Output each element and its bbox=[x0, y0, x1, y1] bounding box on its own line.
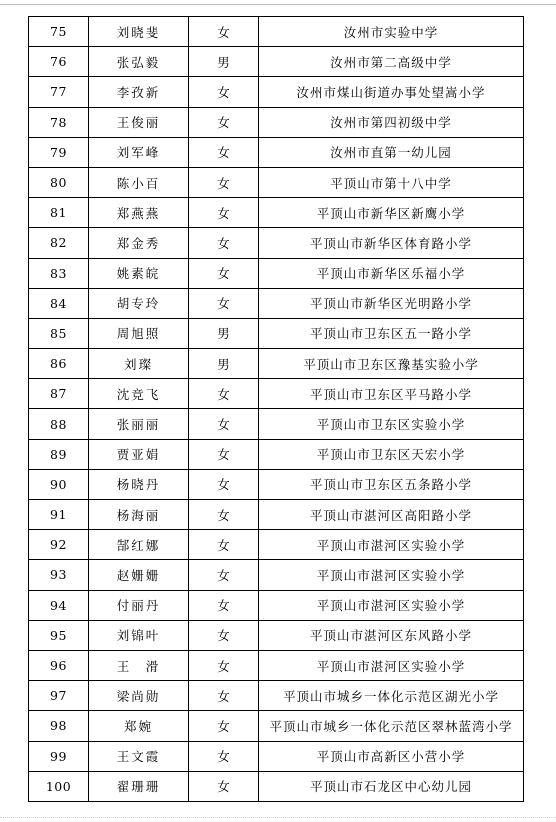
gender-cell: 女 bbox=[189, 77, 259, 107]
name-cell: 李孜新 bbox=[89, 77, 189, 107]
name-cell: 王 滑 bbox=[89, 650, 189, 680]
row-number-cell: 95 bbox=[29, 620, 89, 650]
gender-cell: 女 bbox=[189, 107, 259, 137]
row-number-cell: 100 bbox=[29, 771, 89, 801]
gender-cell: 女 bbox=[189, 409, 259, 439]
name-cell: 付丽丹 bbox=[89, 590, 189, 620]
table-row bbox=[29, 198, 524, 228]
row-number-cell: 80 bbox=[29, 167, 89, 197]
unit-cell: 平顶山市卫东区平马路小学 bbox=[259, 379, 524, 409]
unit-cell: 平顶山市新华区新鹰小学 bbox=[259, 198, 524, 228]
gender-cell: 女 bbox=[189, 711, 259, 741]
row-number-cell: 82 bbox=[29, 228, 89, 258]
name-cell: 姚素皖 bbox=[89, 258, 189, 288]
gender-cell: 女 bbox=[189, 771, 259, 801]
gender-cell: 女 bbox=[189, 258, 259, 288]
unit-cell: 汝州市第四初级中学 bbox=[259, 107, 524, 137]
gender-cell: 男 bbox=[189, 349, 259, 379]
name-cell: 郑婉 bbox=[89, 711, 189, 741]
unit-cell: 平顶山市新华区光明路小学 bbox=[259, 288, 524, 318]
name-cell: 陈小百 bbox=[89, 167, 189, 197]
table-row bbox=[29, 590, 524, 620]
table-row bbox=[29, 258, 524, 288]
gender-cell: 女 bbox=[189, 469, 259, 499]
table-row bbox=[29, 530, 524, 560]
unit-cell: 平顶山市新华区体育路小学 bbox=[259, 228, 524, 258]
table-row bbox=[29, 228, 524, 258]
table-row bbox=[29, 681, 524, 711]
row-number-cell: 75 bbox=[29, 17, 89, 47]
unit-cell: 平顶山市卫东区天宏小学 bbox=[259, 439, 524, 469]
name-cell: 杨海丽 bbox=[89, 500, 189, 530]
gender-cell: 女 bbox=[189, 681, 259, 711]
table-row bbox=[29, 409, 524, 439]
gender-cell: 女 bbox=[189, 288, 259, 318]
unit-cell: 平顶山市高新区小营小学 bbox=[259, 741, 524, 771]
name-cell: 郜红娜 bbox=[89, 530, 189, 560]
unit-cell: 平顶山市城乡一体化示范区翠林蓝湾小学 bbox=[259, 711, 524, 741]
table-row bbox=[29, 650, 524, 680]
unit-cell: 平顶山市湛河区高阳路小学 bbox=[259, 500, 524, 530]
gender-cell: 女 bbox=[189, 620, 259, 650]
gender-cell: 男 bbox=[189, 318, 259, 348]
gender-cell: 女 bbox=[189, 137, 259, 167]
table-row bbox=[29, 560, 524, 590]
table-row bbox=[29, 288, 524, 318]
row-number-cell: 77 bbox=[29, 77, 89, 107]
name-cell: 刘璨 bbox=[89, 349, 189, 379]
name-cell: 张弘毅 bbox=[89, 47, 189, 77]
unit-cell: 汝州市煤山街道办事处望嵩小学 bbox=[259, 77, 524, 107]
table-row bbox=[29, 771, 524, 801]
unit-cell: 平顶山市新华区乐福小学 bbox=[259, 258, 524, 288]
gender-cell: 女 bbox=[189, 198, 259, 228]
row-number-cell: 85 bbox=[29, 318, 89, 348]
unit-cell: 汝州市第二高级中学 bbox=[259, 47, 524, 77]
row-number-cell: 91 bbox=[29, 500, 89, 530]
row-number-cell: 96 bbox=[29, 650, 89, 680]
name-cell: 翟珊珊 bbox=[89, 771, 189, 801]
unit-cell: 平顶山市卫东区实验小学 bbox=[259, 409, 524, 439]
row-number-cell: 89 bbox=[29, 439, 89, 469]
unit-cell: 平顶山市城乡一体化示范区湖光小学 bbox=[259, 681, 524, 711]
unit-cell: 平顶山市卫东区五一路小学 bbox=[259, 318, 524, 348]
unit-cell: 平顶山市湛河区实验小学 bbox=[259, 590, 524, 620]
roster-body bbox=[29, 17, 524, 802]
table-row bbox=[29, 349, 524, 379]
unit-cell: 汝州市直第一幼儿园 bbox=[259, 137, 524, 167]
unit-cell: 平顶山市湛河区实验小学 bbox=[259, 650, 524, 680]
name-cell: 郑燕燕 bbox=[89, 198, 189, 228]
name-cell: 王文霞 bbox=[89, 741, 189, 771]
table-row bbox=[29, 167, 524, 197]
row-number-cell: 90 bbox=[29, 469, 89, 499]
page-bottom-edge bbox=[0, 817, 556, 818]
unit-cell: 平顶山市卫东区五条路小学 bbox=[259, 469, 524, 499]
row-number-cell: 92 bbox=[29, 530, 89, 560]
name-cell: 周旭照 bbox=[89, 318, 189, 348]
name-cell: 刘晓斐 bbox=[89, 17, 189, 47]
name-cell: 杨晓丹 bbox=[89, 469, 189, 499]
unit-cell: 汝州市实验中学 bbox=[259, 17, 524, 47]
table-row bbox=[29, 500, 524, 530]
page-edge-line bbox=[0, 4, 556, 5]
unit-cell: 平顶山市湛河区实验小学 bbox=[259, 530, 524, 560]
row-number-cell: 97 bbox=[29, 681, 89, 711]
row-number-cell: 78 bbox=[29, 107, 89, 137]
gender-cell: 女 bbox=[189, 17, 259, 47]
name-cell: 赵姗姗 bbox=[89, 560, 189, 590]
name-cell: 贾亚娟 bbox=[89, 439, 189, 469]
table-row bbox=[29, 137, 524, 167]
gender-cell: 女 bbox=[189, 560, 259, 590]
row-number-cell: 87 bbox=[29, 379, 89, 409]
name-cell: 梁尚勋 bbox=[89, 681, 189, 711]
table-row bbox=[29, 741, 524, 771]
name-cell: 郑金秀 bbox=[89, 228, 189, 258]
row-number-cell: 83 bbox=[29, 258, 89, 288]
table-row bbox=[29, 318, 524, 348]
row-number-cell: 98 bbox=[29, 711, 89, 741]
row-number-cell: 93 bbox=[29, 560, 89, 590]
gender-cell: 女 bbox=[189, 439, 259, 469]
gender-cell: 女 bbox=[189, 500, 259, 530]
table-row bbox=[29, 439, 524, 469]
unit-cell: 平顶山市湛河区实验小学 bbox=[259, 560, 524, 590]
name-cell: 刘军峰 bbox=[89, 137, 189, 167]
row-number-cell: 76 bbox=[29, 47, 89, 77]
table-row bbox=[29, 469, 524, 499]
row-number-cell: 84 bbox=[29, 288, 89, 318]
row-number-cell: 99 bbox=[29, 741, 89, 771]
table-row bbox=[29, 17, 524, 47]
name-cell: 刘锦叶 bbox=[89, 620, 189, 650]
gender-cell: 女 bbox=[189, 167, 259, 197]
gender-cell: 女 bbox=[189, 228, 259, 258]
table-row bbox=[29, 107, 524, 137]
roster-table bbox=[28, 16, 524, 802]
row-number-cell: 88 bbox=[29, 409, 89, 439]
unit-cell: 平顶山市石龙区中心幼儿园 bbox=[259, 771, 524, 801]
gender-cell: 女 bbox=[189, 741, 259, 771]
row-number-cell: 81 bbox=[29, 198, 89, 228]
table-row bbox=[29, 77, 524, 107]
gender-cell: 女 bbox=[189, 530, 259, 560]
unit-cell: 平顶山市第十八中学 bbox=[259, 167, 524, 197]
gender-cell: 男 bbox=[189, 47, 259, 77]
table-row bbox=[29, 47, 524, 77]
name-cell: 张丽丽 bbox=[89, 409, 189, 439]
table-row bbox=[29, 379, 524, 409]
gender-cell: 女 bbox=[189, 590, 259, 620]
gender-cell: 女 bbox=[189, 650, 259, 680]
name-cell: 沈竞飞 bbox=[89, 379, 189, 409]
table-row bbox=[29, 711, 524, 741]
gender-cell: 女 bbox=[189, 379, 259, 409]
name-cell: 胡专玲 bbox=[89, 288, 189, 318]
row-number-cell: 79 bbox=[29, 137, 89, 167]
unit-cell: 平顶山市湛河区东风路小学 bbox=[259, 620, 524, 650]
row-number-cell: 86 bbox=[29, 349, 89, 379]
unit-cell: 平顶山市卫东区豫基实验小学 bbox=[259, 349, 524, 379]
name-cell: 王俊丽 bbox=[89, 107, 189, 137]
row-number-cell: 94 bbox=[29, 590, 89, 620]
table-row bbox=[29, 620, 524, 650]
